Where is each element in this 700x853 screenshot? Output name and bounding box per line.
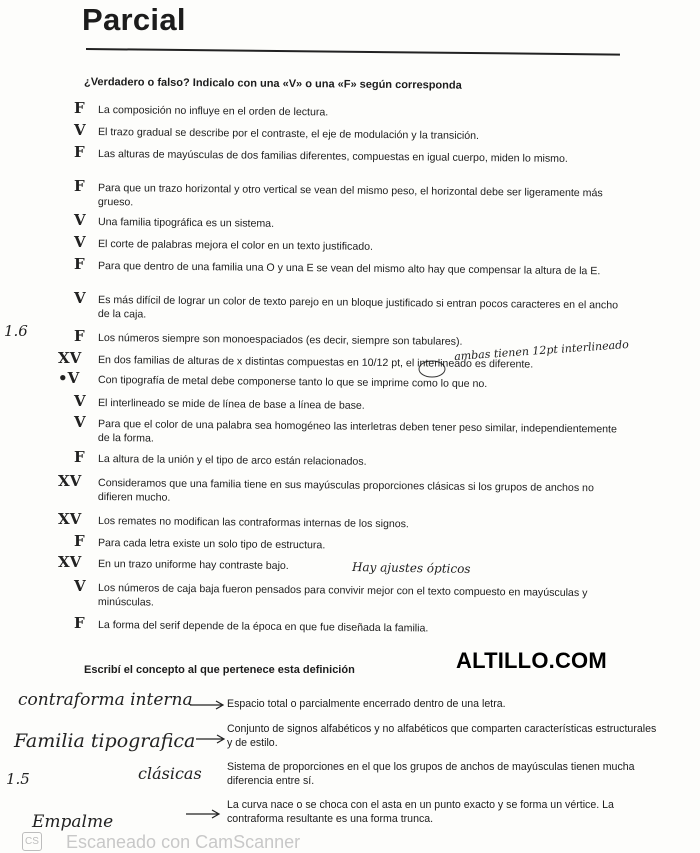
statement-text: Las alturas de mayúsculas de dos familias diferentes, compuestas en igual cuerpo, miden lo mismo. bbox=[97, 148, 568, 165]
statement-text: Una familia tipográfica es un sistema. bbox=[97, 216, 275, 230]
definition-text: La curva nace o se choca con el asta en un punto exacto y se forma un vértice. La contraforma resultante es una forma trunca. bbox=[227, 799, 614, 825]
answer-familia: Familia tipografica bbox=[14, 730, 196, 752]
definition-text: Conjunto de signos alfabéticos y no alfabéticos que comparten características estructurales y de estilo. bbox=[227, 723, 657, 749]
answer-mark: V bbox=[74, 392, 86, 410]
statement-text: Para que un trazo horizontal y otro vertical se vean del mismo peso, el horizontal debe ser ligeramente más grueso. bbox=[97, 182, 603, 209]
arrow-icon bbox=[196, 734, 226, 744]
answer-mark: F bbox=[74, 99, 85, 117]
statement-text: La altura de la unión y el tipo de arco están relacionados. bbox=[97, 453, 367, 468]
brand-watermark: ALTILLO.COM bbox=[456, 648, 607, 673]
answer-mark: F bbox=[74, 177, 85, 195]
statement-text: Consideramos que una familia tiene en sus mayúsculas proporciones clásicas si los grupos de anchos no difieren mucho. bbox=[97, 477, 594, 504]
statement-text: El trazo gradual se describe por el contraste, el eje de modulación y la transición. bbox=[97, 126, 480, 142]
answer-empalme: Empalme bbox=[32, 812, 114, 832]
statement-text: Es más difícil de lograr un color de texto parejo en un bloque justificado si entran pocos caracteres en el ancho de la caja. bbox=[97, 294, 619, 321]
answer-mark: XV bbox=[58, 510, 82, 528]
answer-mark: V bbox=[74, 289, 86, 307]
answer-mark: V bbox=[74, 121, 86, 139]
section1-heading: ¿Verdadero o falso? Indicalo con una «V» o una «F» según corresponda bbox=[83, 76, 462, 92]
definition-text: Espacio total o parcialmente encerrado dentro de una letra. bbox=[227, 698, 506, 710]
answer-mark: F bbox=[74, 255, 85, 273]
answer-mark: F bbox=[74, 614, 85, 632]
answer-mark: V bbox=[74, 413, 86, 431]
answer-mark: F bbox=[74, 532, 85, 550]
page-title: Parcial bbox=[82, 2, 186, 37]
statement-text: Con tipografía de metal debe componerse tanto lo que se imprime como lo que no. bbox=[97, 374, 488, 391]
answer-clasicas: clásicas bbox=[138, 764, 202, 783]
definition-text: Sistema de proporciones en el que los grupos de anchos de mayúsculas tienen mucha diferencia entre sí. bbox=[227, 761, 635, 787]
statement-text: Para que dentro de una familia una O y una E se vean del mismo alto hay que compensar la altura de la E. bbox=[97, 260, 601, 278]
title-divider bbox=[86, 48, 620, 55]
statement-text: El interlineado se mide de línea de base a línea de base. bbox=[97, 397, 365, 412]
statement-text: Los números de caja baja fueron pensados para convivir mejor con el texto compuesto en mayúsculas y minúsculas. bbox=[97, 582, 588, 609]
arrow-icon bbox=[186, 808, 222, 820]
answer-mark: V bbox=[74, 211, 86, 229]
score-annotation-2: 1.5 bbox=[6, 770, 30, 788]
statement-text: Los números siempre son monoespaciados (es decir, siempre son tabulares). bbox=[97, 332, 463, 348]
interlineado-note: ambas tienen 12pt interlineado bbox=[453, 337, 630, 364]
answer-mark: F bbox=[74, 448, 85, 466]
answer-mark: V bbox=[74, 233, 86, 251]
ajustes-note: Hay ajustes ópticos bbox=[351, 559, 471, 577]
answer-mark: XV bbox=[58, 553, 82, 571]
statement-text: En dos familias de alturas de x distintas compuestas en 10/12 pt, el interlineado es diferente. bbox=[97, 354, 534, 371]
answer-mark: F bbox=[74, 327, 85, 345]
scanner-watermark: Escaneado con CamScanner bbox=[66, 832, 301, 852]
score-annotation-1: 1.6 bbox=[4, 322, 28, 340]
statement-text: El corte de palabras mejora el color en un texto justificado. bbox=[97, 238, 374, 253]
statement-text: Para que el color de una palabra sea homogéneo las interletras deben tener peso similar, independientemente de la forma. bbox=[97, 418, 617, 445]
answer-mark: V bbox=[74, 577, 86, 595]
camscanner-logo: CS bbox=[22, 832, 42, 851]
statement-text: La composición no influye en el orden de lectura. bbox=[97, 104, 329, 119]
answer-mark: F bbox=[74, 143, 85, 161]
answer-mark: XV bbox=[58, 472, 82, 490]
statement-text: La forma del serif depende de la época en que fue diseñada la familia. bbox=[97, 619, 429, 635]
answer-contraforma: contraforma interna bbox=[18, 690, 193, 710]
statement-text: Los remates no modifican las contraformas internas de los signos. bbox=[97, 515, 409, 531]
section2-heading: Escribí el concepto al que pertenece esta definición bbox=[84, 664, 355, 676]
answer-mark: •V bbox=[58, 369, 80, 387]
statement-text: Para cada letra existe un solo tipo de estructura. bbox=[97, 537, 326, 552]
arrow-icon bbox=[190, 700, 226, 710]
answer-mark: XV bbox=[58, 349, 82, 367]
statement-text: En un trazo uniforme hay contraste bajo. bbox=[97, 558, 289, 572]
